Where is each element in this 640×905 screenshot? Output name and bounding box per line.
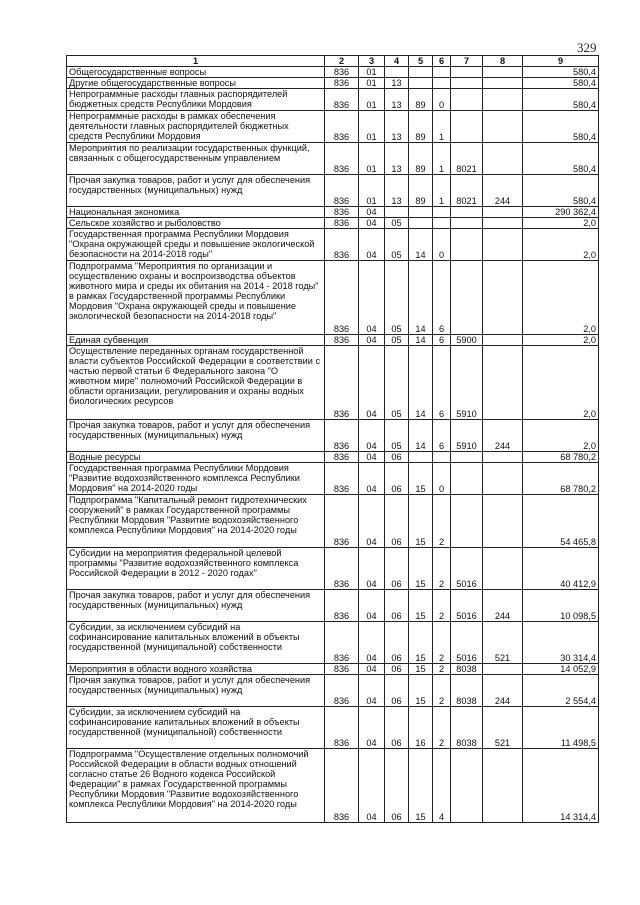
header-cell: 9 xyxy=(523,56,599,67)
code-cell-c9: 290 362,4 xyxy=(523,207,599,218)
code-cell-c6 xyxy=(433,218,451,229)
code-cell-c3: 01 xyxy=(359,143,385,175)
code-cell-c6: 2 xyxy=(433,622,451,664)
code-cell-c2: 836 xyxy=(325,218,359,229)
header-cell: 5 xyxy=(409,56,433,67)
code-cell-c5: 89 xyxy=(409,89,433,111)
code-cell-c7: 8038 xyxy=(451,707,483,749)
code-cell-c2: 836 xyxy=(325,749,359,823)
code-cell-c8: 244 xyxy=(483,175,523,207)
code-cell-c4: 13 xyxy=(385,89,409,111)
row-name-cell: Мероприятия по реализации государственных функций, связанных с общегосударственным управлением xyxy=(67,143,325,175)
code-cell-c6: 2 xyxy=(433,548,451,590)
code-cell-c4: 05 xyxy=(385,218,409,229)
code-cell-c5: 16 xyxy=(409,707,433,749)
row-name-cell: Прочая закупка товаров, работ и услуг для обеспечения государственных (муниципальных) нужд xyxy=(67,420,325,452)
code-cell-c6 xyxy=(433,67,451,78)
row-name-cell: Прочая закупка товаров, работ и услуг для обеспечения государственных (муниципальных) нужд xyxy=(67,175,325,207)
table-row xyxy=(67,749,599,823)
table-row xyxy=(67,420,599,452)
code-cell-c5 xyxy=(409,452,433,463)
code-cell-c2: 836 xyxy=(325,590,359,622)
row-name-cell: Непрограммные расходы в рамках обеспечения деятельности главных распорядителей бюджетных средств Республики Мордовия xyxy=(67,111,325,143)
code-cell-c2: 836 xyxy=(325,207,359,218)
code-cell-c9: 11 498,5 xyxy=(523,707,599,749)
code-cell-c7: 5016 xyxy=(451,590,483,622)
code-cell-c8 xyxy=(483,463,523,495)
code-cell-c3: 04 xyxy=(359,346,385,420)
code-cell-c3: 04 xyxy=(359,590,385,622)
code-cell-c6: 1 xyxy=(433,111,451,143)
code-cell-c4: 13 xyxy=(385,175,409,207)
code-cell-c2: 836 xyxy=(325,452,359,463)
code-cell-c5: 15 xyxy=(409,548,433,590)
code-cell-c8 xyxy=(483,218,523,229)
code-cell-c8 xyxy=(483,548,523,590)
code-cell-c8 xyxy=(483,261,523,335)
code-cell-c8 xyxy=(483,346,523,420)
code-cell-c3: 01 xyxy=(359,78,385,89)
code-cell-c8 xyxy=(483,749,523,823)
header-cell: 8 xyxy=(483,56,523,67)
code-cell-c7: 8021 xyxy=(451,175,483,207)
code-cell-c7 xyxy=(451,67,483,78)
code-cell-c5: 14 xyxy=(409,261,433,335)
code-cell-c3: 04 xyxy=(359,749,385,823)
row-name-cell: Подпрограмма "Мероприятия по организации и осуществлению охраны и воспроизводства объектов животного мира и среды их обитания на 2014 - 2018 годы" в рамках Государственной программы Республики Мордовия "Охрана окружающей среды и повышение экологической безопасности на 2014-2018 годы" xyxy=(67,261,325,335)
row-name-cell: Мероприятия в области водного хозяйства xyxy=(67,664,325,675)
header-cell: 3 xyxy=(359,56,385,67)
code-cell-c7 xyxy=(451,207,483,218)
code-cell-c3: 04 xyxy=(359,622,385,664)
table-body xyxy=(67,56,599,823)
code-cell-c8 xyxy=(483,143,523,175)
code-cell-c2: 836 xyxy=(325,622,359,664)
code-cell-c9: 2,0 xyxy=(523,218,599,229)
code-cell-c8 xyxy=(483,452,523,463)
code-cell-c3: 04 xyxy=(359,335,385,346)
code-cell-c9: 54 465,8 xyxy=(523,495,599,548)
code-cell-c7 xyxy=(451,89,483,111)
code-cell-c4 xyxy=(385,207,409,218)
code-cell-c6: 6 xyxy=(433,420,451,452)
table-row xyxy=(67,452,599,463)
code-cell-c8: 521 xyxy=(483,622,523,664)
code-cell-c5: 89 xyxy=(409,175,433,207)
code-cell-c4: 13 xyxy=(385,111,409,143)
code-cell-c6: 1 xyxy=(433,175,451,207)
code-cell-c6: 2 xyxy=(433,590,451,622)
table-row xyxy=(67,175,599,207)
code-cell-c8 xyxy=(483,207,523,218)
code-cell-c4: 06 xyxy=(385,749,409,823)
code-cell-c4: 06 xyxy=(385,707,409,749)
table-row xyxy=(67,675,599,707)
code-cell-c4: 06 xyxy=(385,590,409,622)
code-cell-c8 xyxy=(483,335,523,346)
row-name-cell: Водные ресурсы xyxy=(67,452,325,463)
code-cell-c6: 0 xyxy=(433,463,451,495)
row-name-cell: Непрограммные расходы главных распорядителей бюджетных средств Республики Мордовия xyxy=(67,89,325,111)
code-cell-c7 xyxy=(451,261,483,335)
code-cell-c5 xyxy=(409,67,433,78)
row-name-cell: Осуществление переданных органам государственной власти субъектов Российской Федерации в соответствии с частью первой статьи 6 Федерального закона "О животном мире" полномочий Российской Федерации в области организации, регулирования и охраны водных биологических ресурсов xyxy=(67,346,325,420)
row-name-cell: Общегосударственные вопросы xyxy=(67,67,325,78)
code-cell-c4: 05 xyxy=(385,261,409,335)
code-cell-c4: 06 xyxy=(385,675,409,707)
code-cell-c7 xyxy=(451,229,483,261)
table-row xyxy=(67,664,599,675)
code-cell-c3: 04 xyxy=(359,229,385,261)
row-name-cell: Другие общегосударственные вопросы xyxy=(67,78,325,89)
code-cell-c7: 8038 xyxy=(451,675,483,707)
code-cell-c3: 01 xyxy=(359,111,385,143)
code-cell-c4: 06 xyxy=(385,622,409,664)
row-name-cell: Субсидии, за исключением субсидий на софинансирование капитальных вложений в объекты государственной (муниципальной) собственности xyxy=(67,622,325,664)
code-cell-c6: 2 xyxy=(433,675,451,707)
code-cell-c5: 14 xyxy=(409,420,433,452)
code-cell-c8 xyxy=(483,89,523,111)
code-cell-c5: 15 xyxy=(409,622,433,664)
code-cell-c5: 15 xyxy=(409,749,433,823)
code-cell-c9: 580,4 xyxy=(523,111,599,143)
row-name-cell: Подпрограмма "Капитальный ремонт гидротехнических сооружений" в рамках Государственной программы Республики Мордовия "Развитие водохозяйственного комплекса Республики Мордовия" на 2014-2020 годы xyxy=(67,495,325,548)
row-name-cell: Прочая закупка товаров, работ и услуг для обеспечения государственных (муниципальных) нужд xyxy=(67,590,325,622)
code-cell-c9: 40 412,9 xyxy=(523,548,599,590)
code-cell-c7: 5016 xyxy=(451,622,483,664)
table-header-row xyxy=(67,56,599,67)
table-row xyxy=(67,622,599,664)
row-name-cell: Прочая закупка товаров, работ и услуг для обеспечения государственных (муниципальных) нужд xyxy=(67,675,325,707)
code-cell-c7 xyxy=(451,749,483,823)
code-cell-c2: 836 xyxy=(325,707,359,749)
code-cell-c4: 13 xyxy=(385,78,409,89)
code-cell-c6 xyxy=(433,207,451,218)
budget-table xyxy=(66,55,599,823)
code-cell-c7 xyxy=(451,78,483,89)
row-name-cell: Субсидии, за исключением субсидий на софинансирование капитальных вложений в объекты государственной (муниципальной) собственности xyxy=(67,707,325,749)
code-cell-c8 xyxy=(483,111,523,143)
code-cell-c7: 5910 xyxy=(451,346,483,420)
code-cell-c5: 89 xyxy=(409,143,433,175)
code-cell-c3: 04 xyxy=(359,548,385,590)
code-cell-c7: 5910 xyxy=(451,420,483,452)
code-cell-c7: 5016 xyxy=(451,548,483,590)
code-cell-c9: 2,0 xyxy=(523,261,599,335)
code-cell-c3: 04 xyxy=(359,207,385,218)
code-cell-c6: 1 xyxy=(433,143,451,175)
code-cell-c9: 2,0 xyxy=(523,346,599,420)
header-cell: 2 xyxy=(325,56,359,67)
code-cell-c9: 2 554,4 xyxy=(523,675,599,707)
code-cell-c9: 2,0 xyxy=(523,229,599,261)
code-cell-c9: 2,0 xyxy=(523,335,599,346)
code-cell-c9: 580,4 xyxy=(523,175,599,207)
code-cell-c9: 580,4 xyxy=(523,78,599,89)
code-cell-c9: 68 780,2 xyxy=(523,452,599,463)
table-row xyxy=(67,78,599,89)
table-row xyxy=(67,335,599,346)
code-cell-c7 xyxy=(451,111,483,143)
code-cell-c2: 836 xyxy=(325,261,359,335)
code-cell-c7 xyxy=(451,463,483,495)
code-cell-c6: 6 xyxy=(433,346,451,420)
table-row xyxy=(67,346,599,420)
code-cell-c6: 2 xyxy=(433,664,451,675)
code-cell-c3: 04 xyxy=(359,675,385,707)
code-cell-c3: 04 xyxy=(359,261,385,335)
table-row xyxy=(67,218,599,229)
code-cell-c3: 04 xyxy=(359,707,385,749)
row-name-cell: Государственная программа Республики Мордовия "Охрана окружающей среды и повышение экологической безопасности на 2014-2018 годы" xyxy=(67,229,325,261)
code-cell-c4: 06 xyxy=(385,495,409,548)
table-row xyxy=(67,463,599,495)
table-row xyxy=(67,67,599,78)
code-cell-c4: 13 xyxy=(385,143,409,175)
code-cell-c5: 15 xyxy=(409,675,433,707)
code-cell-c4: 06 xyxy=(385,452,409,463)
code-cell-c3: 01 xyxy=(359,89,385,111)
code-cell-c4 xyxy=(385,67,409,78)
code-cell-c5: 15 xyxy=(409,463,433,495)
code-cell-c4: 05 xyxy=(385,420,409,452)
code-cell-c6: 0 xyxy=(433,229,451,261)
table-row xyxy=(67,207,599,218)
table-row xyxy=(67,548,599,590)
code-cell-c5: 14 xyxy=(409,346,433,420)
code-cell-c5: 14 xyxy=(409,335,433,346)
header-cell: 4 xyxy=(385,56,409,67)
code-cell-c2: 836 xyxy=(325,67,359,78)
row-name-cell: Субсидии на мероприятия федеральной целевой программы "Развитие водохозяйственного комплекса Российской Федерации в 2012 - 2020 годах" xyxy=(67,548,325,590)
code-cell-c2: 836 xyxy=(325,463,359,495)
code-cell-c2: 836 xyxy=(325,548,359,590)
code-cell-c2: 836 xyxy=(325,111,359,143)
code-cell-c8: 244 xyxy=(483,590,523,622)
code-cell-c7: 8038 xyxy=(451,664,483,675)
code-cell-c2: 836 xyxy=(325,143,359,175)
code-cell-c7 xyxy=(451,218,483,229)
code-cell-c9: 10 098,5 xyxy=(523,590,599,622)
code-cell-c2: 836 xyxy=(325,420,359,452)
code-cell-c8 xyxy=(483,229,523,261)
code-cell-c8: 521 xyxy=(483,707,523,749)
code-cell-c3: 01 xyxy=(359,175,385,207)
table-row xyxy=(67,111,599,143)
table-row xyxy=(67,590,599,622)
code-cell-c5: 14 xyxy=(409,229,433,261)
code-cell-c9: 580,4 xyxy=(523,67,599,78)
row-name-cell: Государственная программа Республики Мордовия "Развитие водохозяйственного комплекса Республики Мордовия" на 2014-2020 годы xyxy=(67,463,325,495)
code-cell-c2: 836 xyxy=(325,495,359,548)
table-row xyxy=(67,229,599,261)
code-cell-c3: 04 xyxy=(359,463,385,495)
code-cell-c8 xyxy=(483,78,523,89)
code-cell-c5 xyxy=(409,218,433,229)
table-row xyxy=(67,495,599,548)
code-cell-c2: 836 xyxy=(325,78,359,89)
code-cell-c9: 2,0 xyxy=(523,420,599,452)
code-cell-c6: 2 xyxy=(433,495,451,548)
code-cell-c9: 68 780,2 xyxy=(523,463,599,495)
row-name-cell: Сельское хозяйство и рыболовство xyxy=(67,218,325,229)
code-cell-c4: 06 xyxy=(385,463,409,495)
row-name-cell: Единая субвенция xyxy=(67,335,325,346)
page-number: 329 xyxy=(577,40,597,55)
code-cell-c6 xyxy=(433,452,451,463)
code-cell-c3: 04 xyxy=(359,664,385,675)
code-cell-c3: 04 xyxy=(359,420,385,452)
header-cell: 7 xyxy=(451,56,483,67)
code-cell-c3: 04 xyxy=(359,218,385,229)
code-cell-c2: 836 xyxy=(325,664,359,675)
code-cell-c4: 06 xyxy=(385,548,409,590)
header-cell: 6 xyxy=(433,56,451,67)
code-cell-c6: 2 xyxy=(433,707,451,749)
code-cell-c2: 836 xyxy=(325,675,359,707)
code-cell-c9: 580,4 xyxy=(523,89,599,111)
code-cell-c6: 0 xyxy=(433,89,451,111)
code-cell-c4: 05 xyxy=(385,229,409,261)
code-cell-c2: 836 xyxy=(325,335,359,346)
row-name-cell: Подпрограмма "Осуществление отдельных полномочий Российской Федерации в области водных отношений согласно статье 26 Водного кодекса Российской Федерации" в рамках Государственной программы Республики Мордовия "Развитие водохозяйственного комплекса Республики Мордовия" на 2014-2020 годы xyxy=(67,749,325,823)
header-cell: 1 xyxy=(67,56,325,67)
code-cell-c8: 244 xyxy=(483,675,523,707)
code-cell-c2: 836 xyxy=(325,89,359,111)
table-row xyxy=(67,261,599,335)
table-row xyxy=(67,143,599,175)
code-cell-c3: 04 xyxy=(359,452,385,463)
code-cell-c2: 836 xyxy=(325,346,359,420)
code-cell-c9: 30 314,4 xyxy=(523,622,599,664)
code-cell-c6 xyxy=(433,78,451,89)
code-cell-c8 xyxy=(483,495,523,548)
table-row xyxy=(67,707,599,749)
table-row xyxy=(67,89,599,111)
code-cell-c4: 05 xyxy=(385,346,409,420)
code-cell-c6: 6 xyxy=(433,335,451,346)
code-cell-c8 xyxy=(483,67,523,78)
code-cell-c5 xyxy=(409,78,433,89)
code-cell-c2: 836 xyxy=(325,229,359,261)
code-cell-c5: 15 xyxy=(409,664,433,675)
code-cell-c5 xyxy=(409,207,433,218)
code-cell-c7: 8021 xyxy=(451,143,483,175)
row-name-cell: Национальная экономика xyxy=(67,207,325,218)
code-cell-c6: 6 xyxy=(433,261,451,335)
code-cell-c5: 15 xyxy=(409,590,433,622)
code-cell-c5: 15 xyxy=(409,495,433,548)
code-cell-c2: 836 xyxy=(325,175,359,207)
code-cell-c9: 14 052,9 xyxy=(523,664,599,675)
code-cell-c3: 01 xyxy=(359,67,385,78)
code-cell-c3: 04 xyxy=(359,495,385,548)
code-cell-c4: 05 xyxy=(385,335,409,346)
code-cell-c6: 4 xyxy=(433,749,451,823)
code-cell-c7 xyxy=(451,452,483,463)
code-cell-c9: 580,4 xyxy=(523,143,599,175)
code-cell-c8: 244 xyxy=(483,420,523,452)
code-cell-c7 xyxy=(451,495,483,548)
code-cell-c4: 06 xyxy=(385,664,409,675)
code-cell-c5: 89 xyxy=(409,111,433,143)
code-cell-c8 xyxy=(483,664,523,675)
code-cell-c9: 14 314,4 xyxy=(523,749,599,823)
code-cell-c7: 5900 xyxy=(451,335,483,346)
